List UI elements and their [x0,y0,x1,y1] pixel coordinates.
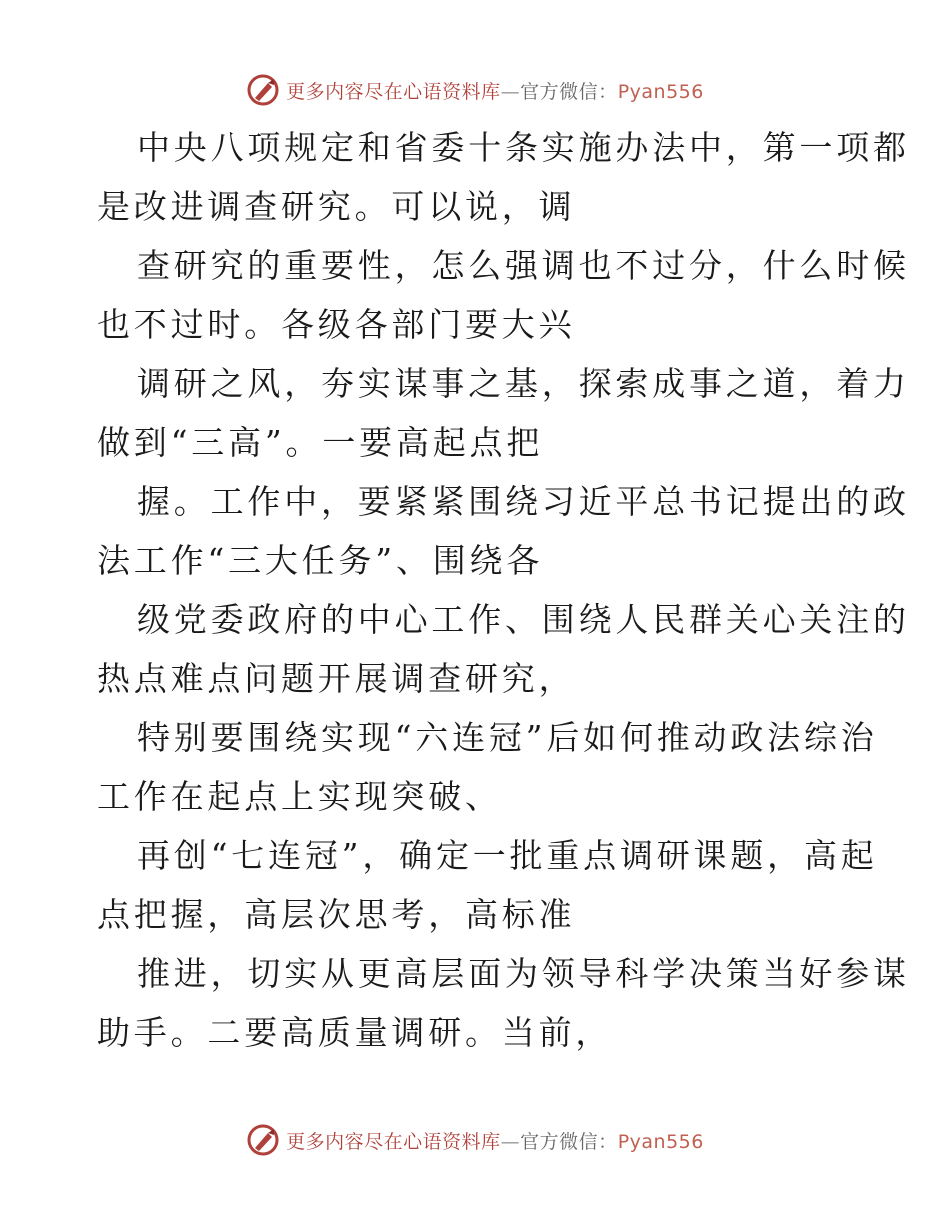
text-line: 推进，切实从更高层面为领导科学决策当好参谋 [137,954,910,993]
text-line: 是改进调查研究。可以说，调 [97,187,576,226]
text-line: 热点难点问题开展调查研究， [97,659,576,698]
text-line: 特别要围绕实现“六连冠”后如何推动政法综治 [137,718,878,757]
pen-nib-circle-icon [246,1123,280,1157]
text-line: 法工作“三大任务”、围绕各 [97,541,544,580]
banner-main-text: 更多内容尽在心语资料库 [286,1130,501,1153]
banner-wechat-handle: Pyan556 [617,1130,704,1153]
pen-nib-circle-icon [246,73,280,107]
text-line: 助手。二要高质量调研。当前， [97,1013,613,1052]
banner-dash: — [500,80,521,103]
document-body [97,118,910,1062]
text-line: 调研之风，夯实谋事之基，探索成事之道，着力 [137,364,910,403]
text-line: 级党委政府的中心工作、围绕人民群关心关注的 [137,600,910,639]
banner-wechat-label: 官方微信： [520,80,618,103]
text-line: 做到“三高”。一要高起点把 [97,423,544,462]
text-line: 点把握，高层次思考，高标准 [97,895,576,934]
text-line: 工作在起点上实现突破、 [97,777,502,816]
text-line: 再创“七连冠”，确定一批重点调研课题，高起 [137,836,878,875]
banner-main-text: 更多内容尽在心语资料库 [286,80,501,103]
banner-wechat-handle: Pyan556 [617,80,704,103]
text-line: 中央八项规定和省委十条实施办法中，第一项都 [137,128,910,167]
footer-banner [0,1120,950,1160]
text-line: 查研究的重要性，怎么强调也不过分，什么时候 [137,246,910,285]
banner-dash: — [500,1130,521,1153]
banner-wechat-label: 官方微信： [520,1130,618,1153]
text-line: 握。工作中，要紧紧围绕习近平总书记提出的政 [137,482,910,521]
text-line: 也不过时。各级各部门要大兴 [97,305,576,344]
footer-banner-text [286,1127,704,1154]
header-banner-text [286,77,704,104]
header-banner [0,70,950,110]
